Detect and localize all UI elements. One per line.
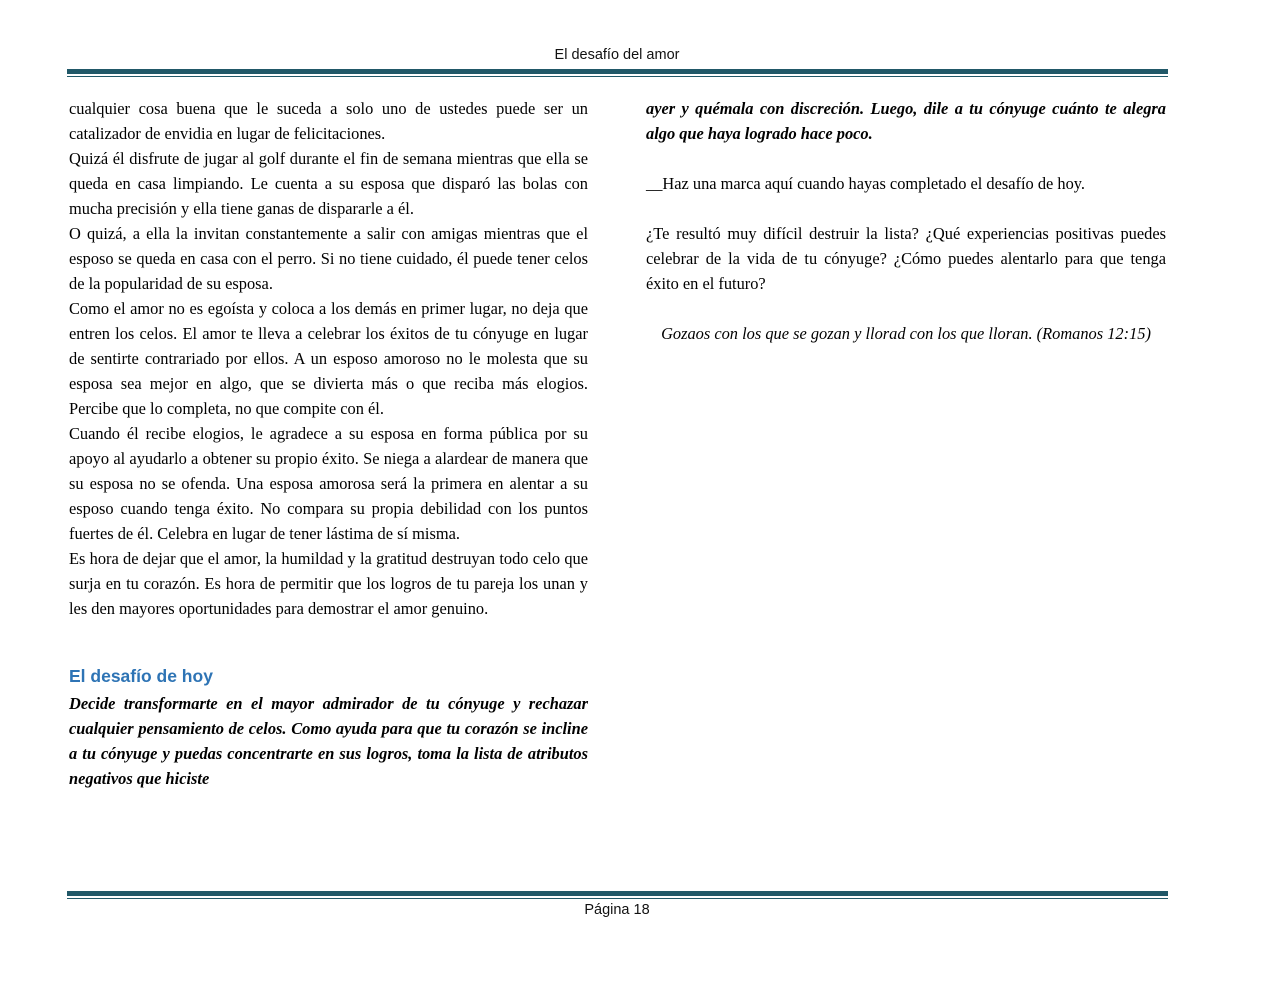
running-header-title: El desafío del amor: [554, 47, 680, 63]
challenge-text-continued: ayer y quémala con discreción. Luego, dile a tu cónyuge cuánto te alegra algo que haya logrado hace poco.: [646, 99, 1166, 143]
body-paragraph: O quizá, a ella la invitan constantemente a salir con amigas mientras que el esposo se queda en casa con el perro. Si no tiene cuidado, él puede tener celos de la popularidad de su esposa.: [69, 224, 588, 293]
checkmark-line: __Haz una marca aquí cuando hayas completado el desafío de hoy.: [646, 174, 1086, 193]
section-heading: El desafío de hoy: [69, 666, 213, 686]
body-paragraph: Es hora de dejar que el amor, la humildad y la gratitud destruyan todo celo que surja en tu corazón. Es hora de permitir que los logros de tu pareja los unan y les den mayores oportunidades para demostrar el amor genuino.: [69, 549, 588, 618]
header-rule: [67, 69, 1168, 77]
right-column: [646, 96, 1166, 346]
footer-rule: [67, 891, 1168, 899]
scripture-verse: Gozaos con los que se gozan y llorad con los que lloran. (Romanos 12:15): [661, 324, 1151, 343]
page-number: Página 18: [584, 902, 650, 918]
challenge-text: Decide transformarte en el mayor admirador de tu cónyuge y rechazar cualquier pensamiento de celos. Como ayuda para que tu corazón se incline a tu cónyuge y puedas concentrarte en sus logros, toma la lista de atributos negativos que hiciste: [69, 694, 588, 788]
reflection-questions: ¿Te resultó muy difícil destruir la lista? ¿Qué experiencias positivas puedes celebrar de la vida de tu cónyuge? ¿Cómo puedes alentarlo para que tenga éxito en el futuro?: [646, 224, 1166, 293]
left-column: [69, 96, 588, 791]
body-paragraph: Cuando él recibe elogios, le agradece a su esposa en forma pública por su apoyo al ayudarlo a obtener su propio éxito. Se niega a alardear de manera que su esposa no se ofenda. Una esposa amorosa será la primera en alentar a su esposo cuando tenga éxito. No compara su propia debilidad con los puntos fuertes de él. Celebra en lugar de tener lástima de sí misma.: [69, 424, 588, 543]
body-paragraph: Quizá él disfrute de jugar al golf durante el fin de semana mientras que ella se queda en casa limpiando. Le cuenta a su esposa que disparó las bolas con mucha precisión y ella tiene ganas de dispararle a él.: [69, 149, 588, 218]
body-paragraph: cualquier cosa buena que le suceda a solo uno de ustedes puede ser un catalizador de envidia en lugar de felicitaciones.: [69, 99, 588, 143]
body-paragraph: Como el amor no es egoísta y coloca a los demás en primer lugar, no deja que entren los celos. El amor te lleva a celebrar los éxitos de tu cónyuge en lugar de sentirte contrariado por ellos. A un esposo amoroso no le molesta que su esposa sea mejor en algo, que se divierta más o que reciba más elogios. Percibe que lo completa, no que compite con él.: [69, 299, 588, 418]
